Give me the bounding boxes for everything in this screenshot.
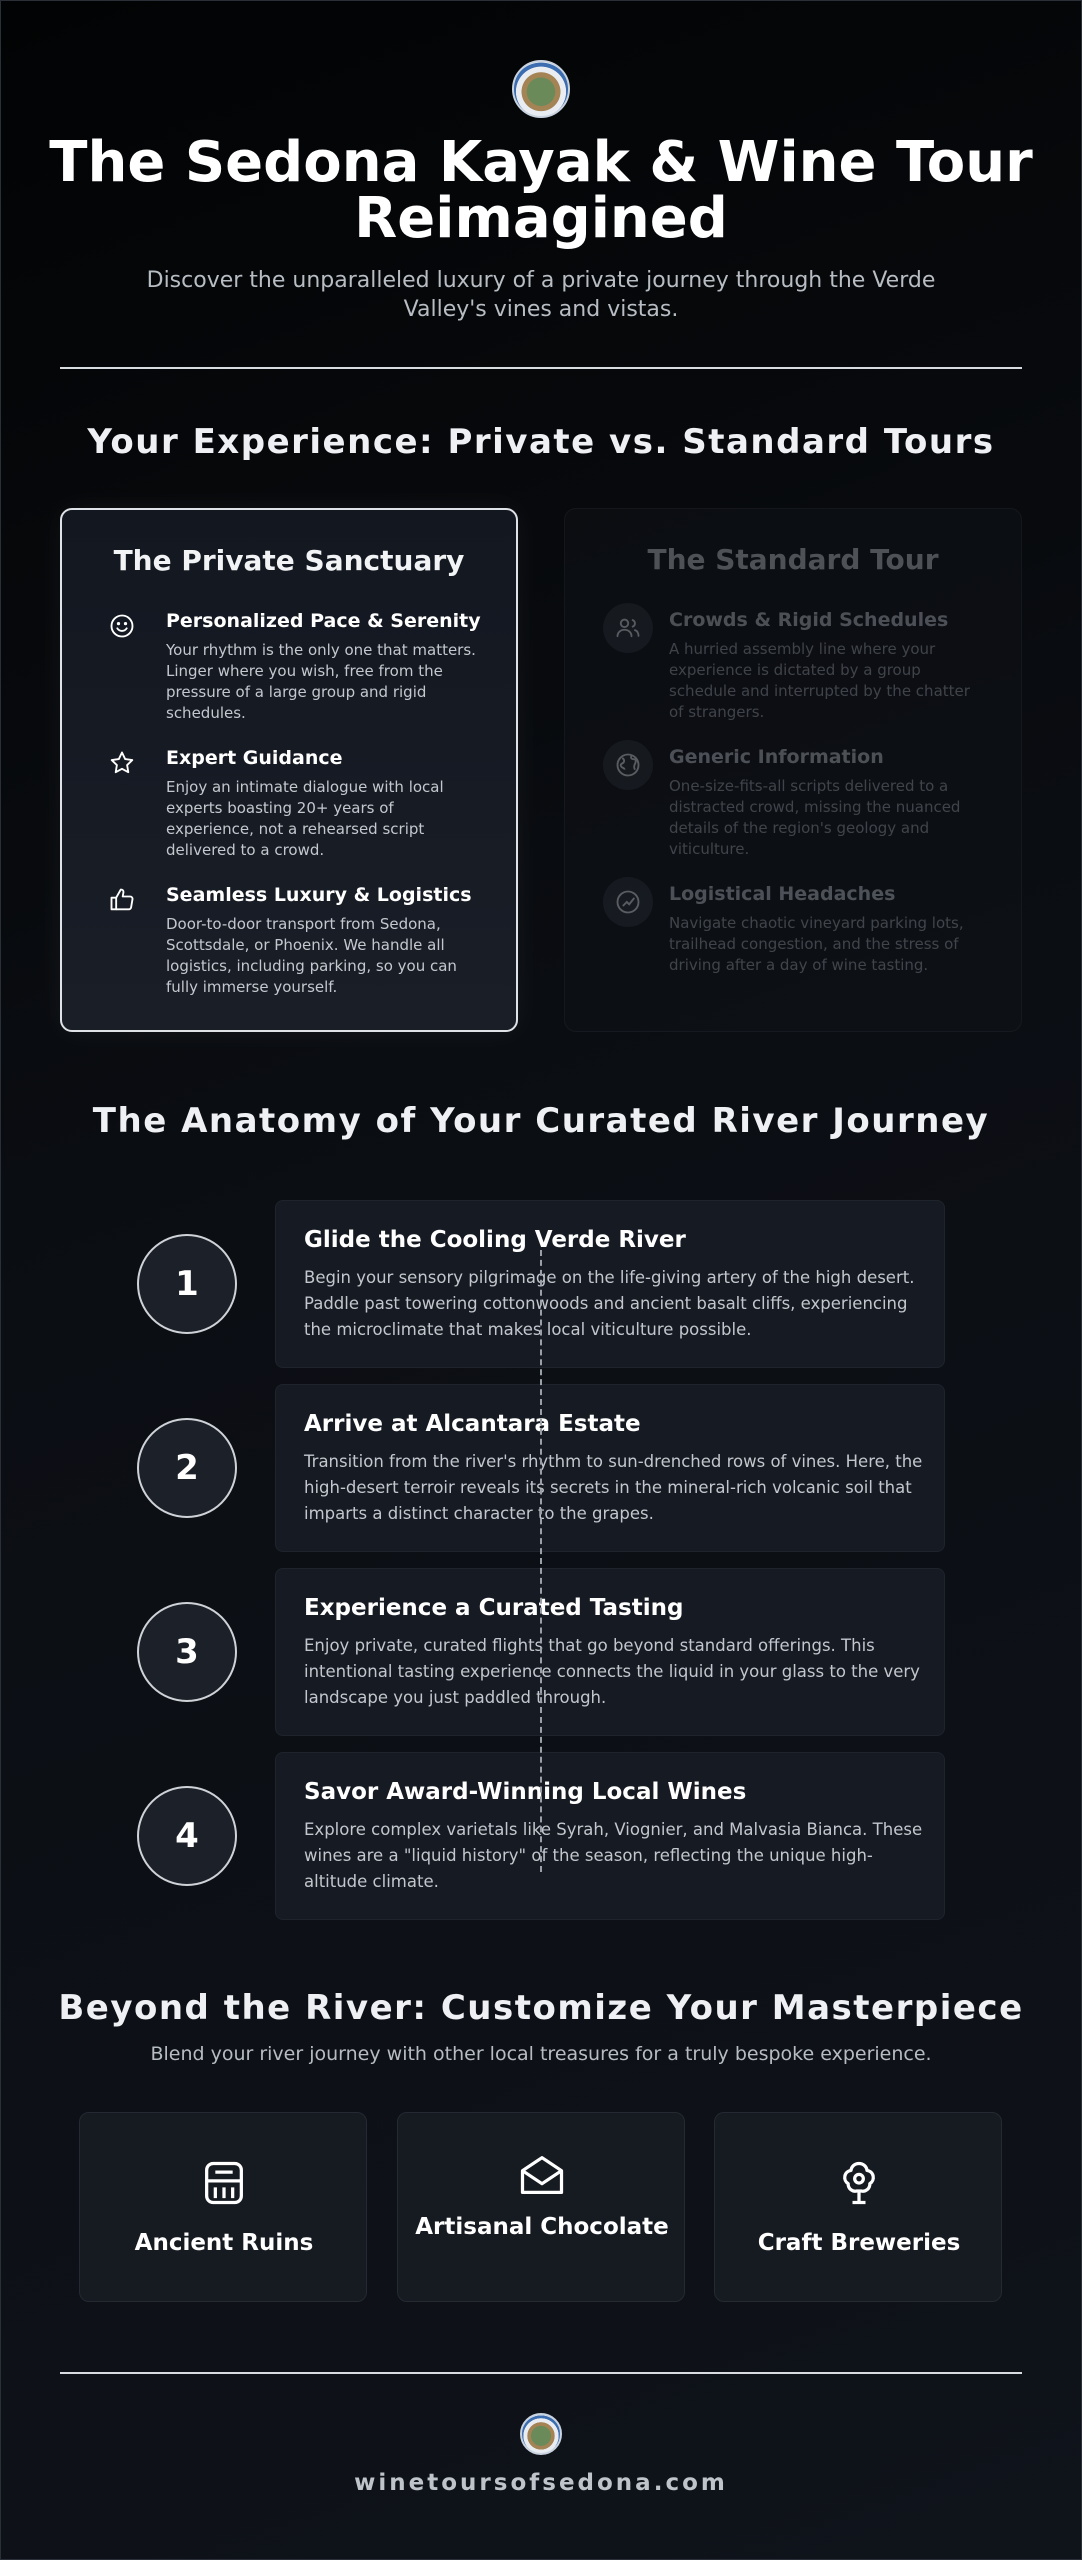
- timeline-dashed-line: [540, 1250, 542, 1872]
- globe-icon: [603, 740, 653, 790]
- feature-text: Enjoy an intimate dialogue with local experts boasting 20+ years of experience, not a rehearsed script delivered to a crowd.: [166, 778, 444, 859]
- page-subtitle-line-1: Discover the unparalleled luxury of a private journey through the Verde: [146, 268, 936, 293]
- option-card-artisanal-chocolate[interactable]: [397, 2112, 685, 2302]
- feature-heading: Personalized Pace & Serenity: [166, 610, 481, 632]
- users-icon: [603, 603, 653, 653]
- step-title: Experience a Curated Tasting: [304, 1595, 684, 1621]
- feature-heading: Expert Guidance: [166, 747, 343, 769]
- beyond-subtitle: Blend your river journey with other local treasures for a truly bespoke experience.: [150, 2043, 932, 2065]
- envelope-icon: [516, 2149, 568, 2201]
- winery-seal-logo: [512, 60, 570, 118]
- hops-icon: [833, 2157, 885, 2209]
- standard-tour-card: [564, 508, 1022, 1032]
- page-subtitle-line-2: Valley's vines and vistas.: [403, 297, 679, 322]
- page-subtitle: [140, 266, 942, 324]
- thumbs-up-icon: [106, 884, 138, 916]
- comparison-section-title: Your Experience: Private vs. Standard Tours: [87, 422, 995, 462]
- step-text: Transition from the river's rhythm to sun-drenched rows of vines. Here, the high-desert terroir reveals its secrets in the mineral-rich volcanic soil that imparts a distinct character to the grapes.: [304, 1452, 923, 1523]
- private-tour-card: [60, 508, 518, 1032]
- step-title: Glide the Cooling Verde River: [304, 1227, 686, 1253]
- page-title-line-1: The Sedona Kayak & Wine Tour: [49, 130, 1033, 195]
- feature-text: Navigate chaotic vineyard parking lots, trailhead congestion, and the stress of driving after a day of wine tasting.: [669, 914, 964, 974]
- footer-website-link[interactable]: winetoursofsedona.com: [354, 2470, 728, 2496]
- feature-text: A hurried assembly line where your experience is dictated by a group schedule and interrupted by the chatter of strangers.: [669, 640, 970, 721]
- journey-section-title: The Anatomy of Your Curated River Journey: [92, 1101, 990, 1141]
- step-number-badge: 1: [137, 1234, 237, 1334]
- private-card-title: The Private Sanctuary: [113, 544, 465, 577]
- option-card-craft-breweries[interactable]: [714, 2112, 1002, 2302]
- ruins-icon: [198, 2157, 250, 2209]
- feature-heading: Crowds & Rigid Schedules: [669, 609, 949, 631]
- step-number-badge: 4: [137, 1786, 237, 1886]
- journey-step-card: [275, 1752, 945, 1920]
- journey-step-card: [275, 1384, 945, 1552]
- step-number-badge: 2: [137, 1418, 237, 1518]
- option-label: Craft Breweries: [757, 2230, 961, 2256]
- step-number-badge: 3: [137, 1602, 237, 1702]
- option-label: Ancient Ruins: [134, 2230, 314, 2256]
- smile-icon: [106, 610, 138, 642]
- page-title-line-2: Reimagined: [354, 186, 728, 251]
- step-title: Savor Award-Winning Local Wines: [304, 1779, 747, 1805]
- step-title: Arrive at Alcantara Estate: [304, 1411, 641, 1437]
- header-divider: [60, 367, 1022, 369]
- feature-text: Door-to-door transport from Sedona, Scottsdale, or Phoenix. We handle all logistics, including parking, so you can fully immerse yourself.: [166, 915, 457, 996]
- step-text: Enjoy private, curated flights that go beyond standard offerings. This intentional tasting experience connects the liquid in your glass to the very landscape you just paddled through.: [304, 1636, 920, 1707]
- standard-card-title: The Standard Tour: [647, 543, 939, 576]
- step-text: Begin your sensory pilgrimage on the life-giving artery of the high desert. Paddle past towering cottonwoods and ancient basalt cliffs, experiencing the microclimate that makes local viticulture possible.: [304, 1268, 915, 1339]
- footer-divider: [60, 2372, 1022, 2374]
- star-icon: [106, 747, 138, 779]
- page-title: [40, 130, 1042, 251]
- feature-text: Your rhythm is the only one that matters. Linger where you wish, free from the pressure of a large group and rigid schedules.: [166, 641, 476, 722]
- gauge-icon: [603, 877, 653, 927]
- winery-seal-logo: [520, 2413, 562, 2455]
- option-card-ancient-ruins[interactable]: [79, 2112, 367, 2302]
- beyond-section-title: Beyond the River: Customize Your Masterpiece: [58, 1988, 1024, 2028]
- feature-heading: Logistical Headaches: [669, 883, 896, 905]
- option-label: Artisanal Chocolate: [415, 2214, 669, 2240]
- step-text: Explore complex varietals like Syrah, Viognier, and Malvasia Bianca. These wines are a "liquid history" of the season, reflecting the unique high-altitude climate.: [304, 1820, 923, 1891]
- feature-heading: Seamless Luxury & Logistics: [166, 884, 472, 906]
- feature-text: One-size-fits-all scripts delivered to a distracted crowd, missing the nuanced details of the region's geology and viticulture.: [669, 777, 961, 858]
- journey-step-card: [275, 1200, 945, 1368]
- feature-heading: Generic Information: [669, 746, 884, 768]
- journey-step-card: [275, 1568, 945, 1736]
